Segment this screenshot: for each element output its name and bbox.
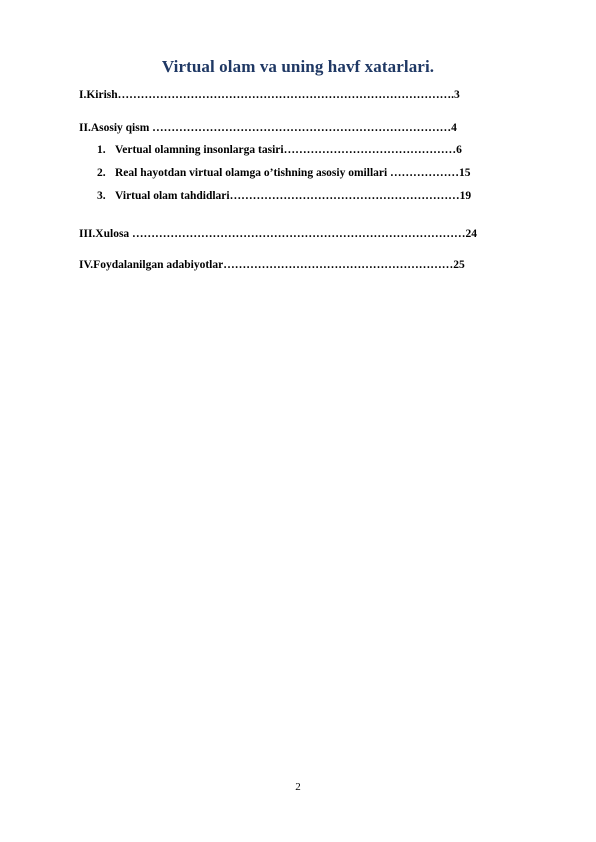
toc-entry-xulosa bbox=[79, 227, 549, 241]
toc-entry-text: Real hayotdan virtual olamga o’tishning asosiy omillari ………………15 bbox=[115, 167, 471, 179]
toc-entry-text: II.Asosiy qism ……………………………………………………………………4 bbox=[79, 122, 457, 134]
toc-subentry-number: 2. bbox=[97, 167, 106, 179]
toc-entry-text: III.Xulosa ……………………………………………………………………………24 bbox=[79, 228, 478, 240]
toc-entry-text: Vertual olamning insonlarga tasiri………………………………………6 bbox=[115, 144, 462, 156]
toc-entry-text: Virtual olam tahdidlari……………………………………………………19 bbox=[115, 190, 472, 202]
toc-subentry-1 bbox=[97, 143, 544, 157]
toc-entry-asosiy-qism bbox=[79, 121, 544, 135]
toc-entry-text: I.Kirish…………………………………………………………………………….3 bbox=[79, 89, 460, 101]
page-number: 2 bbox=[295, 781, 301, 793]
toc-entry-adabiyotlar bbox=[79, 258, 549, 272]
toc-subentry-2 bbox=[97, 166, 549, 180]
page-title: Virtual olam va uning havf xatarlari. bbox=[161, 57, 435, 76]
toc-subentry-number: 1. bbox=[97, 144, 106, 156]
toc-entry-kirish bbox=[79, 88, 544, 102]
toc-subentry-number: 3. bbox=[97, 190, 106, 202]
toc-subentry-3 bbox=[97, 189, 549, 203]
toc-entry-text: IV.Foydalanilgan adabiyotlar……………………………………………………25 bbox=[79, 259, 465, 271]
